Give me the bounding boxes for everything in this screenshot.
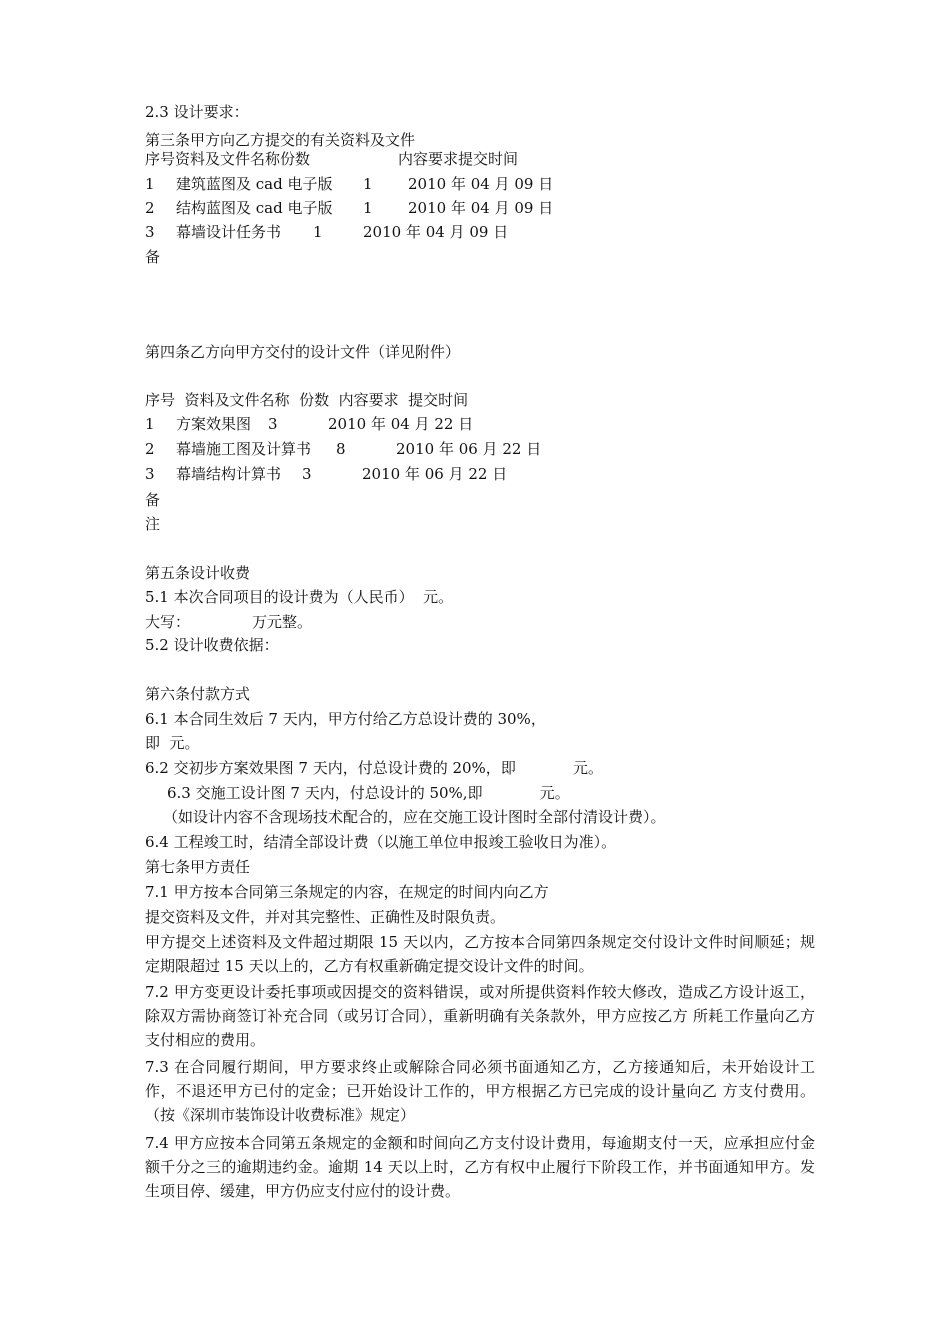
article3-header-right: 内容要求提交时间: [398, 150, 519, 168]
article6-title: 第六条付款方式: [145, 685, 251, 703]
article7-p2: 甲方提交上述资料及文件超过期限 15 天以内，乙方按本合同第四条规定交付设计文件时间顺延；规定期限超过 15 天以上的，乙方有权重新确定提交设计文件的时间。: [145, 933, 815, 975]
article3-note: 备: [145, 248, 161, 266]
article7-p3: 7.2 甲方变更设计委托事项或因提交的资料错误，或对所提供资料作较大修改，造成乙方设计返工，除双方需协商签订补充合同（或另订合同），重新明确有关条款外，甲方应按乙方 所耗工作量向乙方支付相应的费用。: [145, 983, 815, 1049]
article3-header-left: 序号资料及文件名称份数: [145, 150, 311, 168]
article6-p4: 6.3 交施工设计图 7 天内，付总设计的 50%,即 元。: [167, 784, 570, 802]
article7-title: 第七条甲方责任: [145, 858, 251, 876]
article4-header: 序号 资料及文件名称 份数 内容要求 提交时间: [145, 391, 469, 409]
article5-p1: 5.1 本次合同项目的设计费为（人民币） 元。: [145, 588, 454, 606]
article4-note-1: 备: [145, 491, 161, 509]
article5-p3: 5.2 设计收费依据：: [145, 636, 279, 654]
section-2-3: 2.3 设计要求：: [145, 103, 249, 121]
article7-p1a: 7.1 甲方按本合同第三条规定的内容，在规定的时间内向乙方: [145, 883, 549, 901]
article6-p2: 即 元。: [145, 734, 200, 752]
article7-p1b: 提交资料及文件，并对其完整性、正确性及时限负责。: [145, 908, 506, 926]
article3-title: 第三条甲方向乙方提交的有关资料及文件: [145, 131, 416, 149]
article6-p5: （如设计内容不含现场技术配合的，应在交施工设计图时全部付清设计费）。: [163, 808, 666, 826]
article6-p1: 6.1 本合同生效后 7 天内，甲方付给乙方总设计费的 30%，: [145, 710, 546, 728]
article4-title: 第四条乙方向甲方交付的设计文件（详见附件）: [145, 343, 461, 361]
article4-note-2: 注: [145, 515, 161, 533]
article7-p4: 7.3 在合同履行期间，甲方要求终止或解除合同必须书面通知乙方，乙方接通知后，未开始设计工作，不退还甲方已付的定金；已开始设计工作的，甲方根据乙方已完成的设计量向乙 方支付费用。（按《深圳市装饰设计收费标准》规定）: [145, 1058, 815, 1124]
article6-p3: 6.2 交初步方案效果图 7 天内，付总设计费的 20%，即 元。: [145, 759, 604, 777]
article5-p2: 大写： 万元整。: [145, 613, 312, 631]
article7-p5: 7.4 甲方应按本合同第五条规定的金额和时间向乙方支付设计费用，每逾期支付一天，应承担应付金额千分之三的逾期违约金。逾期 14 天以上时，乙方有权中止履行下阶段工作，并书面通知甲方。发生项目停、缓建，甲方仍应支付应付的设计费。: [145, 1134, 815, 1200]
article5-title: 第五条设计收费: [145, 564, 251, 582]
document-page: 2.3 设计要求： 第三条甲方向乙方提交的有关资料及文件 序号资料及文件名称份数 内容要求提交时间 1 建筑蓝图及 cad 电子版 1 2010 年 04 月 09 日 2 结构蓝图及 cad 电子版 1 2010 年 04 月 09 日 3 幕墙设计任务书 1 2010 年 04 月 09 日 备 第四条乙方向甲方交付的设计文件（详见附件） 序号 资料及文件名称 份数 内容要求 提交时间 1 方案效果图 3 2010 年 04 月 22 日 2 幕墙施工图及计算书 8 2010 年 06 月 22 日 3 幕墙结构计算书 3 2010 年 06 月 22 日 备 注 第五条设计收费 5.1 本次合同项目的设计费为（人民币） 元。 大写： 万元整。 5.2 设计收费依据： 第六条付款方式 6.1 本合同生效后 7 天内，甲方付给乙方总设计费的 30%， 即 元。 6.2 交初步方案效果图 7 天内，付总设计费的 20%，即 元。 6.3 交施工设计图 7 天内，付总设计的 50%,即 元。 （如设计内容不含现场技术配合的，应在交施工设计图时全部付清设计费）。 6.4 工程竣工时，结清全部设计费（以施工单位申报竣工验收日为准）。 第七条甲方责任 7.1 甲方按本合同第三条规定的内容，在规定的时间内向乙方 提交资料及文件，并对其完整性、正确性及时限负责。 甲方提交上述资料及文件超过期限 15 天以内，乙方按本合同第四条规定交付设计文件时间顺延；规定期限超过 15 天以上的，乙方有权重新确定提交设计文件的时间。 7.2 甲方变更设计委托事项或因提交的资料错误，或对所提供资料作较大修改，造成乙方设计返工，除双方需协商签订补充合同（或另订合同），重新明确有关条款外，甲方应按乙方 所耗工作量向乙方支付相应的费用。 7.3 在合同履行期间，甲方要求终止或解除合同必须书面通知乙方，乙方接通知后，未开始设计工作，不退还甲方已付的定金；已开始设计工作的，甲方根据乙方已完成的设计量向乙 方支付费用。（按《深圳市装饰设计收费标准》规定） 7.4 甲方应按本合同第五条规定的金额和时间向乙方支付设计费用，每逾期支付一天，应承担应付金额千分之三的逾期违约金。逾期 14 天以上时，乙方有权中止履行下阶段工作，并书面通知甲方。发生项目停、缓建，甲方仍应支付应付的设计费。: [0, 0, 950, 1344]
article6-p6: 6.4 工程竣工时，结清全部设计费（以施工单位申报竣工验收日为准）。: [145, 833, 617, 851]
